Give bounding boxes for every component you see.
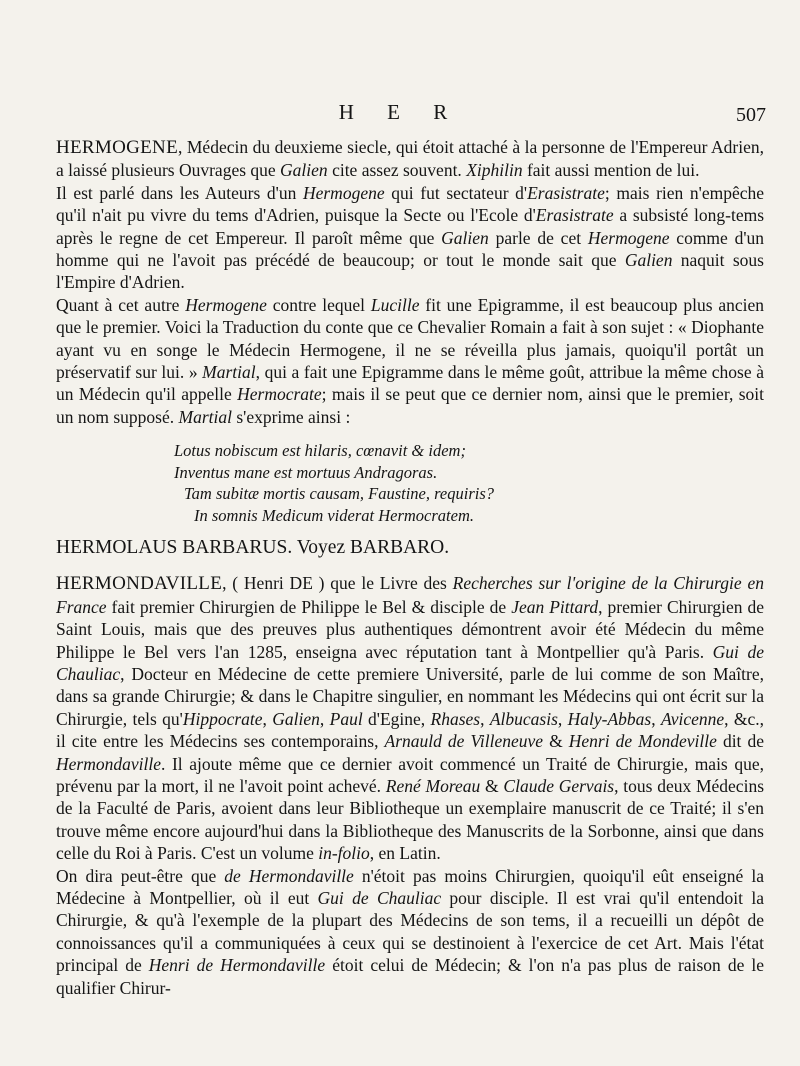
- body-text: [56, 136, 764, 999]
- name-italic: de Hermondaville: [224, 865, 354, 886]
- name-italic: Hermondaville: [56, 753, 161, 774]
- text: cite assez souvent.: [327, 160, 467, 181]
- name-italic: Gui de Chauliac: [317, 887, 442, 908]
- name-italic: Erasistrate: [527, 182, 605, 203]
- text: pour disciple. Il est vrai qu'il entendoit la Chirurgie, & qu'à l'exemple de la plupart des Médecins de son tems, il a recueilli un dépôt de connoissances qu'il a communiquées à ceux qui se destinoient à l'exercice de cet Art. Mais l'état principal de: [56, 887, 764, 976]
- entry-headword: HERMOGENE: [56, 137, 178, 158]
- verse-line: Tam subitæ mortis causam, Faustine, requiris?: [184, 484, 495, 504]
- name-italic: Haly-Abbas: [567, 708, 652, 729]
- name-italic: Hermocrate: [237, 384, 322, 405]
- name-italic: Martial: [178, 406, 232, 427]
- name-italic: Gui de Chauliac: [56, 641, 764, 684]
- text: s'exprime ainsi :: [231, 406, 351, 427]
- text: a subsisté long-tems après le regne de cet Empereur. Il paroît même que: [56, 205, 765, 248]
- text: , qui a fait une Epigramme dans le même goût, attribue la même chose à un Médecin qu'il appelle: [56, 362, 764, 405]
- text: ,: [651, 708, 661, 729]
- text: , ( Henri DE ) que le Livre des: [222, 573, 453, 594]
- text: &: [543, 731, 569, 752]
- entry-hermolaus-crossref: HERMOLAUS BARBARUS. Voyez BARBARO.: [56, 537, 450, 559]
- text: Il est parlé dans les Auteurs d'un: [56, 182, 303, 203]
- text: parle de cet: [488, 227, 588, 248]
- entry-hermogene-p3: [56, 294, 764, 428]
- name-italic: Rhases: [430, 708, 481, 729]
- text: , tous deux Médecins de la Faculté de Paris, avoient dans leur Bibliotheque un exemplaire manuscrit de ce Traité; il s'en trouve même encore aujourd'hui dans la Bibliotheque des Manuscrits de la Sorbonne, ainsi que dans celle du Roi à Paris. C'est un volume: [56, 775, 764, 864]
- text: , en Latin.: [369, 843, 441, 864]
- name-italic: Claude Gervais: [503, 775, 615, 796]
- name-italic: Lucille: [370, 294, 420, 315]
- name-italic: Arnauld de Villeneuve: [384, 731, 544, 752]
- name-italic: Erasistrate: [535, 205, 614, 226]
- text: Quant à cet autre: [56, 294, 186, 315]
- name-italic: Galien: [280, 160, 328, 181]
- entry-hermogene-p1: [56, 136, 764, 182]
- name-italic: Galien: [624, 250, 673, 271]
- text: dit de: [716, 731, 764, 752]
- name-italic: Hermogene: [587, 227, 670, 248]
- text: contre lequel: [266, 294, 371, 315]
- name-italic: Hippocrate: [182, 708, 263, 729]
- name-italic: Jean Pittard: [511, 596, 599, 617]
- name-italic: Paul: [329, 708, 363, 729]
- text: naquit sous l'Empire d'Adrien.: [56, 250, 764, 293]
- text: ,: [557, 708, 568, 729]
- text: &: [480, 775, 504, 796]
- text: , &c., il cite entre les Médecins ses contemporains,: [56, 708, 765, 752]
- verse-line: Lotus nobiscum est hilaris, cœnavit & idem;: [174, 441, 466, 461]
- text: ,: [262, 708, 273, 729]
- running-head: H E R: [338, 100, 462, 124]
- name-italic: Galien: [272, 708, 320, 729]
- entry-hermogene-p2: [56, 182, 764, 294]
- text: étoit celui de Médecin; & l'on n'a pas plus de raison de le qualifier Chirur-: [56, 955, 764, 998]
- text: fait aussi mention de lui.: [522, 160, 700, 181]
- name-italic: Xiphilin: [466, 160, 523, 181]
- entry-hermondaville-p2: [56, 865, 764, 999]
- text: ; mais il se peut que ce dernier nom, ainsi que le premier, soit un nom supposé.: [56, 384, 764, 427]
- name-italic: Hermogene: [185, 294, 267, 315]
- text: ,: [319, 708, 330, 729]
- text: n'étoit pas moins Chirurgien, quoiqu'il eût enseigné la Médecine à Montpellier, où il eut: [56, 865, 764, 908]
- entry-hermondaville-p1: [56, 572, 764, 864]
- name-italic: René Moreau: [385, 775, 481, 796]
- text: . Il ajoute même que ce dernier avoit commencé un Traité de Chirurgie, mais que, prévenu par la mort, il ne l'avoit point achevé.: [56, 753, 764, 796]
- text: fit une Epigramme, il est beaucoup plus ancien que le premier. Voici la Traduction du conte que ce Chevalier Romain a fait à son sujet : « Diophante ayant vu en songe le Médecin Hermogene, il ne se réveilla plus jamais, quoiqu'il portât un préservatif sur lui. »: [56, 294, 765, 383]
- verse-line: In somnis Medicum viderat Hermocratem.: [194, 505, 474, 525]
- name-italic: Henri de Mondeville: [568, 731, 717, 752]
- text: , Médecin du deuxieme siecle, qui étoit attaché à la personne de l'Empereur Adrien, a laissé plusieurs Ouvrages que: [56, 137, 764, 181]
- name-italic: Albucasis: [489, 708, 558, 729]
- name-italic: Henri de Hermondaville: [148, 955, 326, 976]
- text: ,: [480, 708, 490, 729]
- text: qui fut sectateur d': [384, 182, 528, 203]
- text: d'Egine,: [362, 708, 431, 729]
- verse-line: Inventus mane est mortuus Andragoras.: [174, 462, 438, 482]
- text: fait premier Chirurgien de Philippe le Bel & disciple de: [106, 596, 512, 617]
- entry-headword: HERMONDAVILLE: [56, 573, 223, 595]
- page-number: 507: [736, 104, 766, 126]
- name-italic: Martial: [202, 362, 256, 383]
- name-italic: Avicenne: [660, 708, 725, 729]
- text: comme d'un homme qui ne l'avoit pas précédé de beaucoup; or tout le monde sait que: [56, 227, 765, 271]
- name-italic: Galien: [441, 227, 489, 248]
- latin-epigram: [174, 440, 764, 526]
- format-italic: in-folio: [318, 843, 370, 864]
- text: On dira peut-être que: [56, 865, 225, 886]
- title-italic: Recherches sur l'origine de la Chirurgie en France: [56, 573, 764, 617]
- name-italic: Hermogene: [302, 182, 385, 203]
- text: , premier Chirurgien de Saint Louis, mais que des preuves plus authentiques démontrent avoir été Médecin du même Philippe le Bel vers l'an 1285, enseigna avec réputation tant à Montpellier qu'à Paris.: [56, 596, 764, 662]
- text: , Docteur en Médecine de cette premiere Université, parle de lui comme de son Maître, dans sa grande Chirurgie; & dans le Chapitre singulier, en nommant les Médecins qui ont écrit sur la Chirurgie, tels qu': [56, 663, 764, 729]
- text: ; mais rien n'empêche qu'il n'ait pu vivre du tems d'Adrien, puisque la Secte ou l'Ecole d': [56, 182, 765, 226]
